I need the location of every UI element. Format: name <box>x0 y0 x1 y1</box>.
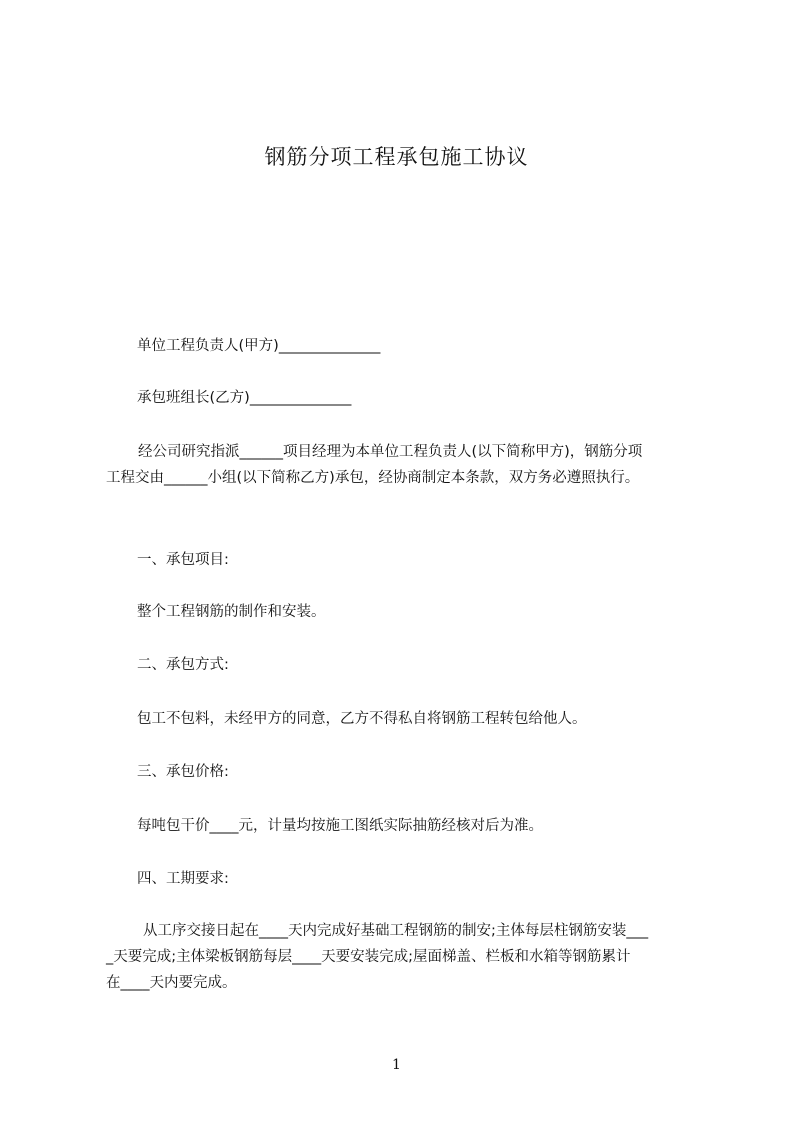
intro-line-1: 经公司研究指派______项目经理为本单位工程负责人(以下简称甲方)，钢筋分项 <box>138 444 643 460</box>
section-1-body: 整个工程钢筋的制作和安装。 <box>137 604 326 620</box>
section-4-line-2: _天要完成;主体梁板钢筋每层____天要安装完成;屋面梯盖、栏板和水箱等钢筋累计 <box>106 949 631 965</box>
document-title: 钢筋分项工程承包施工协议 <box>264 145 529 169</box>
section-2-heading: 二、承包方式: <box>137 657 229 673</box>
section-2-body: 包工不包料，未经甲方的同意，乙方不得私自将钢筋工程转包给他人。 <box>137 711 587 727</box>
section-4-paragraph <box>106 918 706 996</box>
page-number: 1 <box>392 1057 401 1073</box>
intro-line-2: 工程交由______小组(以下简称乙方)承包，经协商制定本条款，双方务必遵照执行。 <box>106 470 640 486</box>
party-b-line: 承包班组长(乙方)______________ <box>137 390 352 406</box>
section-4-line-3: 在____天内要完成。 <box>106 975 237 991</box>
section-3-body: 每吨包干价____元，计量均按施工图纸实际抽筋经核对后为准。 <box>137 818 543 834</box>
section-3-heading: 三、承包价格: <box>137 764 229 780</box>
section-4-heading: 四、工期要求: <box>137 871 229 887</box>
section-4-line-1: 从工序交接日起在____天内完成好基础工程钢筋的制安;主体每层柱钢筋安装___ <box>143 923 649 939</box>
section-1-heading: 一、承包项目: <box>137 552 229 568</box>
intro-paragraph <box>106 439 706 491</box>
party-a-line: 单位工程负责人(甲方)______________ <box>137 338 381 354</box>
